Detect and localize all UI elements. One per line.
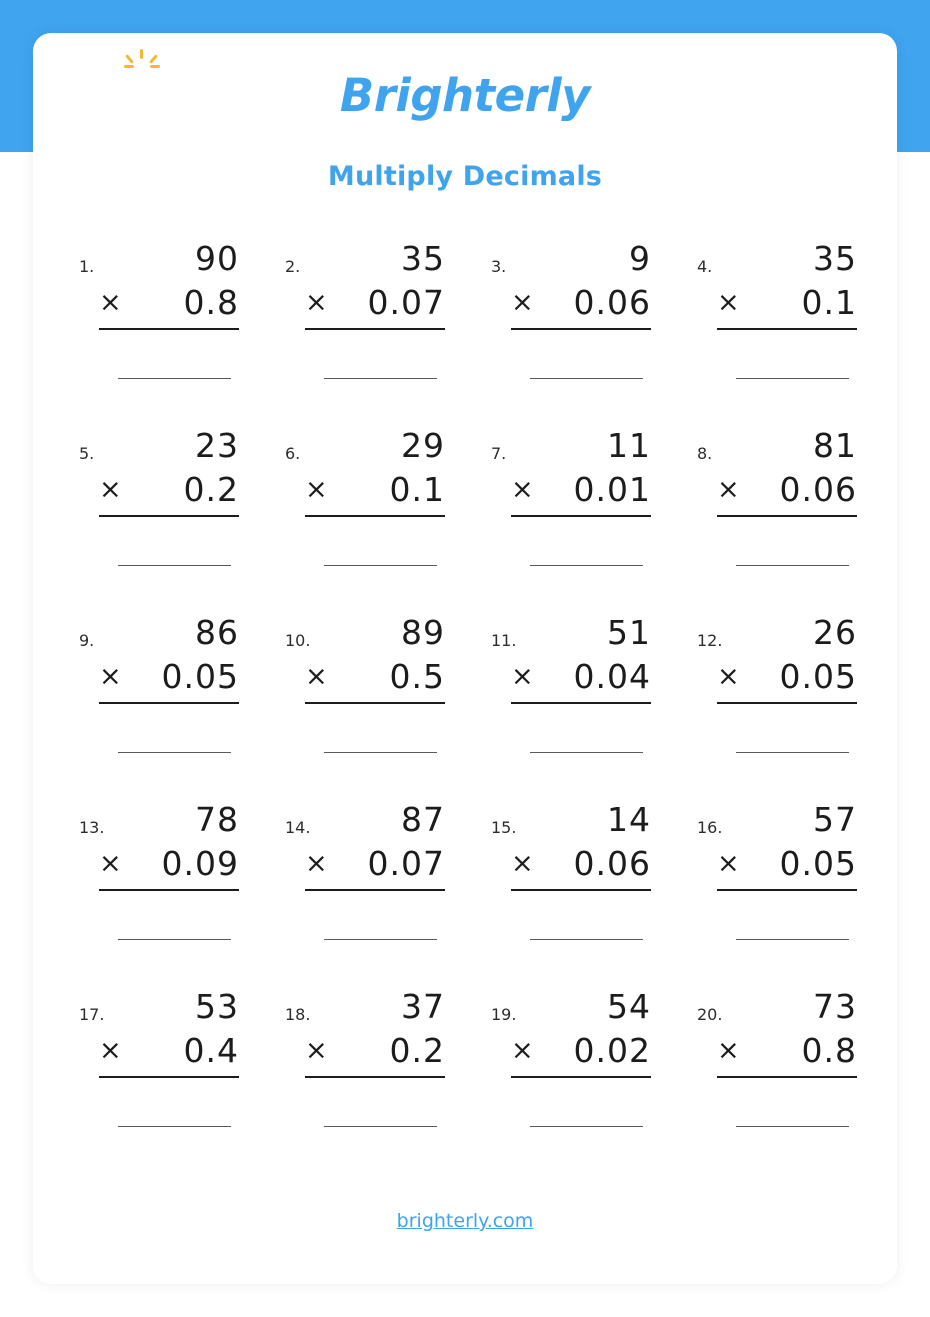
problem-body xyxy=(717,799,857,940)
answer-blank[interactable] xyxy=(118,565,231,566)
multiplier: 0.1 xyxy=(389,470,445,509)
problem-number: 6. xyxy=(285,444,301,463)
problem-item xyxy=(53,413,259,600)
rule-line xyxy=(99,702,239,704)
multiply-operator: × xyxy=(511,474,535,505)
multiplier-row xyxy=(511,467,651,513)
multiplier-row xyxy=(99,841,239,887)
multiplier-row xyxy=(99,467,239,513)
problem-number: 5. xyxy=(79,444,95,463)
problem-item xyxy=(465,413,671,600)
answer-blank[interactable] xyxy=(118,939,231,940)
multiply-operator: × xyxy=(305,287,329,318)
multiplier-row xyxy=(511,1028,651,1074)
problem-body xyxy=(717,986,857,1127)
multiplicand: 35 xyxy=(813,239,857,278)
multiplier: 0.8 xyxy=(801,1031,857,1070)
answer-blank[interactable] xyxy=(324,939,437,940)
problem-item xyxy=(259,974,465,1161)
multiplier-row xyxy=(717,1028,857,1074)
problem-item xyxy=(671,787,877,974)
multiplicand: 51 xyxy=(607,613,651,652)
problem-body xyxy=(305,425,445,566)
problem-body xyxy=(305,986,445,1127)
problem-item xyxy=(53,226,259,413)
rule-line xyxy=(511,515,651,517)
multiplier: 0.05 xyxy=(779,844,857,883)
problem-body xyxy=(99,986,239,1127)
answer-blank[interactable] xyxy=(530,565,643,566)
multiplier: 0.2 xyxy=(389,1031,445,1070)
multiply-operator: × xyxy=(511,661,535,692)
rule-line xyxy=(511,328,651,330)
rule-line xyxy=(99,1076,239,1078)
problem-body xyxy=(717,612,857,753)
multiplicand: 26 xyxy=(813,613,857,652)
page-title: Multiply Decimals xyxy=(327,161,603,192)
footer xyxy=(33,1210,897,1232)
problem-item xyxy=(465,974,671,1161)
brand-logo xyxy=(33,69,897,122)
multiplier-row xyxy=(305,841,445,887)
answer-blank[interactable] xyxy=(324,565,437,566)
answer-blank[interactable] xyxy=(118,378,231,379)
answer-blank[interactable] xyxy=(736,752,849,753)
multiply-operator: × xyxy=(305,1035,329,1066)
multiplier: 0.8 xyxy=(183,283,239,322)
multiplier-row xyxy=(99,280,239,326)
multiplicand: 81 xyxy=(813,426,857,465)
multiplicand: 14 xyxy=(607,800,651,839)
problem-item xyxy=(671,413,877,600)
answer-blank[interactable] xyxy=(324,378,437,379)
multiplier-row xyxy=(717,280,857,326)
problem-item xyxy=(671,600,877,787)
rule-line xyxy=(305,702,445,704)
rule-line xyxy=(717,515,857,517)
problem-item xyxy=(53,974,259,1161)
multiplier: 0.07 xyxy=(367,844,445,883)
brand-logo-text: Brighterly xyxy=(339,69,591,122)
multiply-operator: × xyxy=(511,287,535,318)
problem-number: 14. xyxy=(285,818,311,837)
rule-line xyxy=(511,889,651,891)
answer-blank[interactable] xyxy=(736,565,849,566)
rule-line xyxy=(717,889,857,891)
problem-item xyxy=(671,226,877,413)
problem-item xyxy=(465,226,671,413)
problem-number: 11. xyxy=(491,631,517,650)
multiplier-row xyxy=(99,654,239,700)
problem-number: 10. xyxy=(285,631,311,650)
problem-number: 7. xyxy=(491,444,507,463)
multiply-operator: × xyxy=(511,848,535,879)
problem-body xyxy=(305,238,445,379)
problem-number: 19. xyxy=(491,1005,517,1024)
rule-line xyxy=(99,328,239,330)
problem-number: 3. xyxy=(491,257,507,276)
problem-body xyxy=(511,986,651,1127)
multiplier: 0.09 xyxy=(161,844,239,883)
answer-blank[interactable] xyxy=(324,752,437,753)
problem-body xyxy=(99,238,239,379)
worksheet-sheet xyxy=(33,33,897,1284)
problem-number: 17. xyxy=(79,1005,105,1024)
website-link[interactable]: brighterly.com xyxy=(396,1210,534,1232)
problem-item xyxy=(259,413,465,600)
sun-icon xyxy=(126,49,160,75)
problem-body xyxy=(511,612,651,753)
rule-line xyxy=(511,1076,651,1078)
multiplier-row xyxy=(717,467,857,513)
problem-number: 8. xyxy=(697,444,713,463)
multiplicand: 37 xyxy=(401,987,445,1026)
multiply-operator: × xyxy=(717,848,741,879)
multiplier-row xyxy=(305,1028,445,1074)
problem-item xyxy=(465,600,671,787)
problem-body xyxy=(511,425,651,566)
multiplier-row xyxy=(99,1028,239,1074)
multiplier: 0.05 xyxy=(161,657,239,696)
problem-body xyxy=(717,238,857,379)
multiplicand: 35 xyxy=(401,239,445,278)
multiply-operator: × xyxy=(305,848,329,879)
multiplier: 0.05 xyxy=(779,657,857,696)
problem-item xyxy=(671,974,877,1161)
problem-item xyxy=(465,787,671,974)
problems-grid xyxy=(53,226,877,1161)
multiply-operator: × xyxy=(305,661,329,692)
multiplier-row xyxy=(717,841,857,887)
multiplier: 0.2 xyxy=(183,470,239,509)
rule-line xyxy=(305,515,445,517)
multiplicand: 87 xyxy=(401,800,445,839)
multiplicand: 86 xyxy=(195,613,239,652)
multiplicand: 23 xyxy=(195,426,239,465)
answer-blank[interactable] xyxy=(530,1126,643,1127)
problem-item xyxy=(259,600,465,787)
multiply-operator: × xyxy=(99,661,123,692)
multiply-operator: × xyxy=(717,287,741,318)
multiply-operator: × xyxy=(511,1035,535,1066)
answer-blank[interactable] xyxy=(530,378,643,379)
rule-line xyxy=(717,328,857,330)
problem-number: 2. xyxy=(285,257,301,276)
multiplicand: 78 xyxy=(195,800,239,839)
problem-number: 1. xyxy=(79,257,95,276)
multiplier-row xyxy=(511,280,651,326)
rule-line xyxy=(305,328,445,330)
multiplicand: 54 xyxy=(607,987,651,1026)
problem-item xyxy=(259,226,465,413)
answer-blank[interactable] xyxy=(530,752,643,753)
answer-blank[interactable] xyxy=(736,939,849,940)
rule-line xyxy=(305,1076,445,1078)
problem-body xyxy=(717,425,857,566)
multiplicand: 29 xyxy=(401,426,445,465)
problem-body xyxy=(305,612,445,753)
multiply-operator: × xyxy=(717,661,741,692)
multiplicand: 90 xyxy=(195,239,239,278)
multiply-operator: × xyxy=(99,287,123,318)
multiplier-row xyxy=(511,841,651,887)
multiply-operator: × xyxy=(717,1035,741,1066)
multiplicand: 57 xyxy=(813,800,857,839)
multiply-operator: × xyxy=(99,474,123,505)
multiplier: 0.01 xyxy=(573,470,651,509)
rule-line xyxy=(99,515,239,517)
problem-number: 18. xyxy=(285,1005,311,1024)
problem-item xyxy=(259,787,465,974)
problem-number: 16. xyxy=(697,818,723,837)
problem-body xyxy=(511,238,651,379)
multiplier: 0.5 xyxy=(389,657,445,696)
answer-blank[interactable] xyxy=(736,1126,849,1127)
multiplier: 0.04 xyxy=(573,657,651,696)
problem-body xyxy=(99,425,239,566)
problem-body xyxy=(99,799,239,940)
multiplier-row xyxy=(305,467,445,513)
rule-line xyxy=(717,702,857,704)
answer-blank[interactable] xyxy=(118,752,231,753)
problem-number: 12. xyxy=(697,631,723,650)
rule-line xyxy=(717,1076,857,1078)
multiplicand: 9 xyxy=(629,239,651,278)
multiplier: 0.4 xyxy=(183,1031,239,1070)
multiplier: 0.1 xyxy=(801,283,857,322)
multiply-operator: × xyxy=(717,474,741,505)
problem-body xyxy=(99,612,239,753)
multiplier: 0.06 xyxy=(573,283,651,322)
multiplicand: 11 xyxy=(607,426,651,465)
multiplier-row xyxy=(511,654,651,700)
multiply-operator: × xyxy=(99,848,123,879)
answer-blank[interactable] xyxy=(530,939,643,940)
answer-blank[interactable] xyxy=(324,1126,437,1127)
rule-line xyxy=(305,889,445,891)
multiplier: 0.06 xyxy=(573,844,651,883)
problem-body xyxy=(511,799,651,940)
multiplier-row xyxy=(717,654,857,700)
rule-line xyxy=(511,702,651,704)
answer-blank[interactable] xyxy=(118,1126,231,1127)
multiplicand: 73 xyxy=(813,987,857,1026)
problem-number: 4. xyxy=(697,257,713,276)
rule-line xyxy=(99,889,239,891)
problem-number: 9. xyxy=(79,631,95,650)
problem-number: 13. xyxy=(79,818,105,837)
problem-number: 20. xyxy=(697,1005,723,1024)
multiplier: 0.06 xyxy=(779,470,857,509)
multiplier-row xyxy=(305,654,445,700)
multiply-operator: × xyxy=(99,1035,123,1066)
answer-blank[interactable] xyxy=(736,378,849,379)
problem-number: 15. xyxy=(491,818,517,837)
problem-item xyxy=(53,600,259,787)
multiplier-row xyxy=(305,280,445,326)
problem-body xyxy=(305,799,445,940)
multiplier: 0.07 xyxy=(367,283,445,322)
multiplicand: 89 xyxy=(401,613,445,652)
multiplicand: 53 xyxy=(195,987,239,1026)
problem-item xyxy=(53,787,259,974)
multiply-operator: × xyxy=(305,474,329,505)
multiplier: 0.02 xyxy=(573,1031,651,1070)
